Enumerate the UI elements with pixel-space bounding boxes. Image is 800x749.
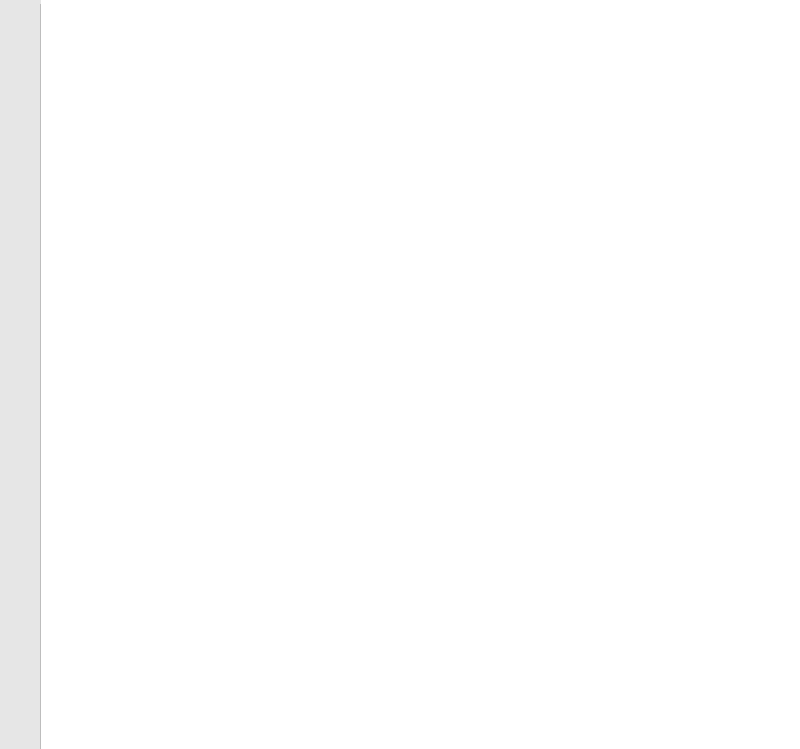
row-header-column (0, 0, 41, 749)
column-header-strip (0, 0, 800, 4)
select-all-corner[interactable] (0, 0, 41, 4)
